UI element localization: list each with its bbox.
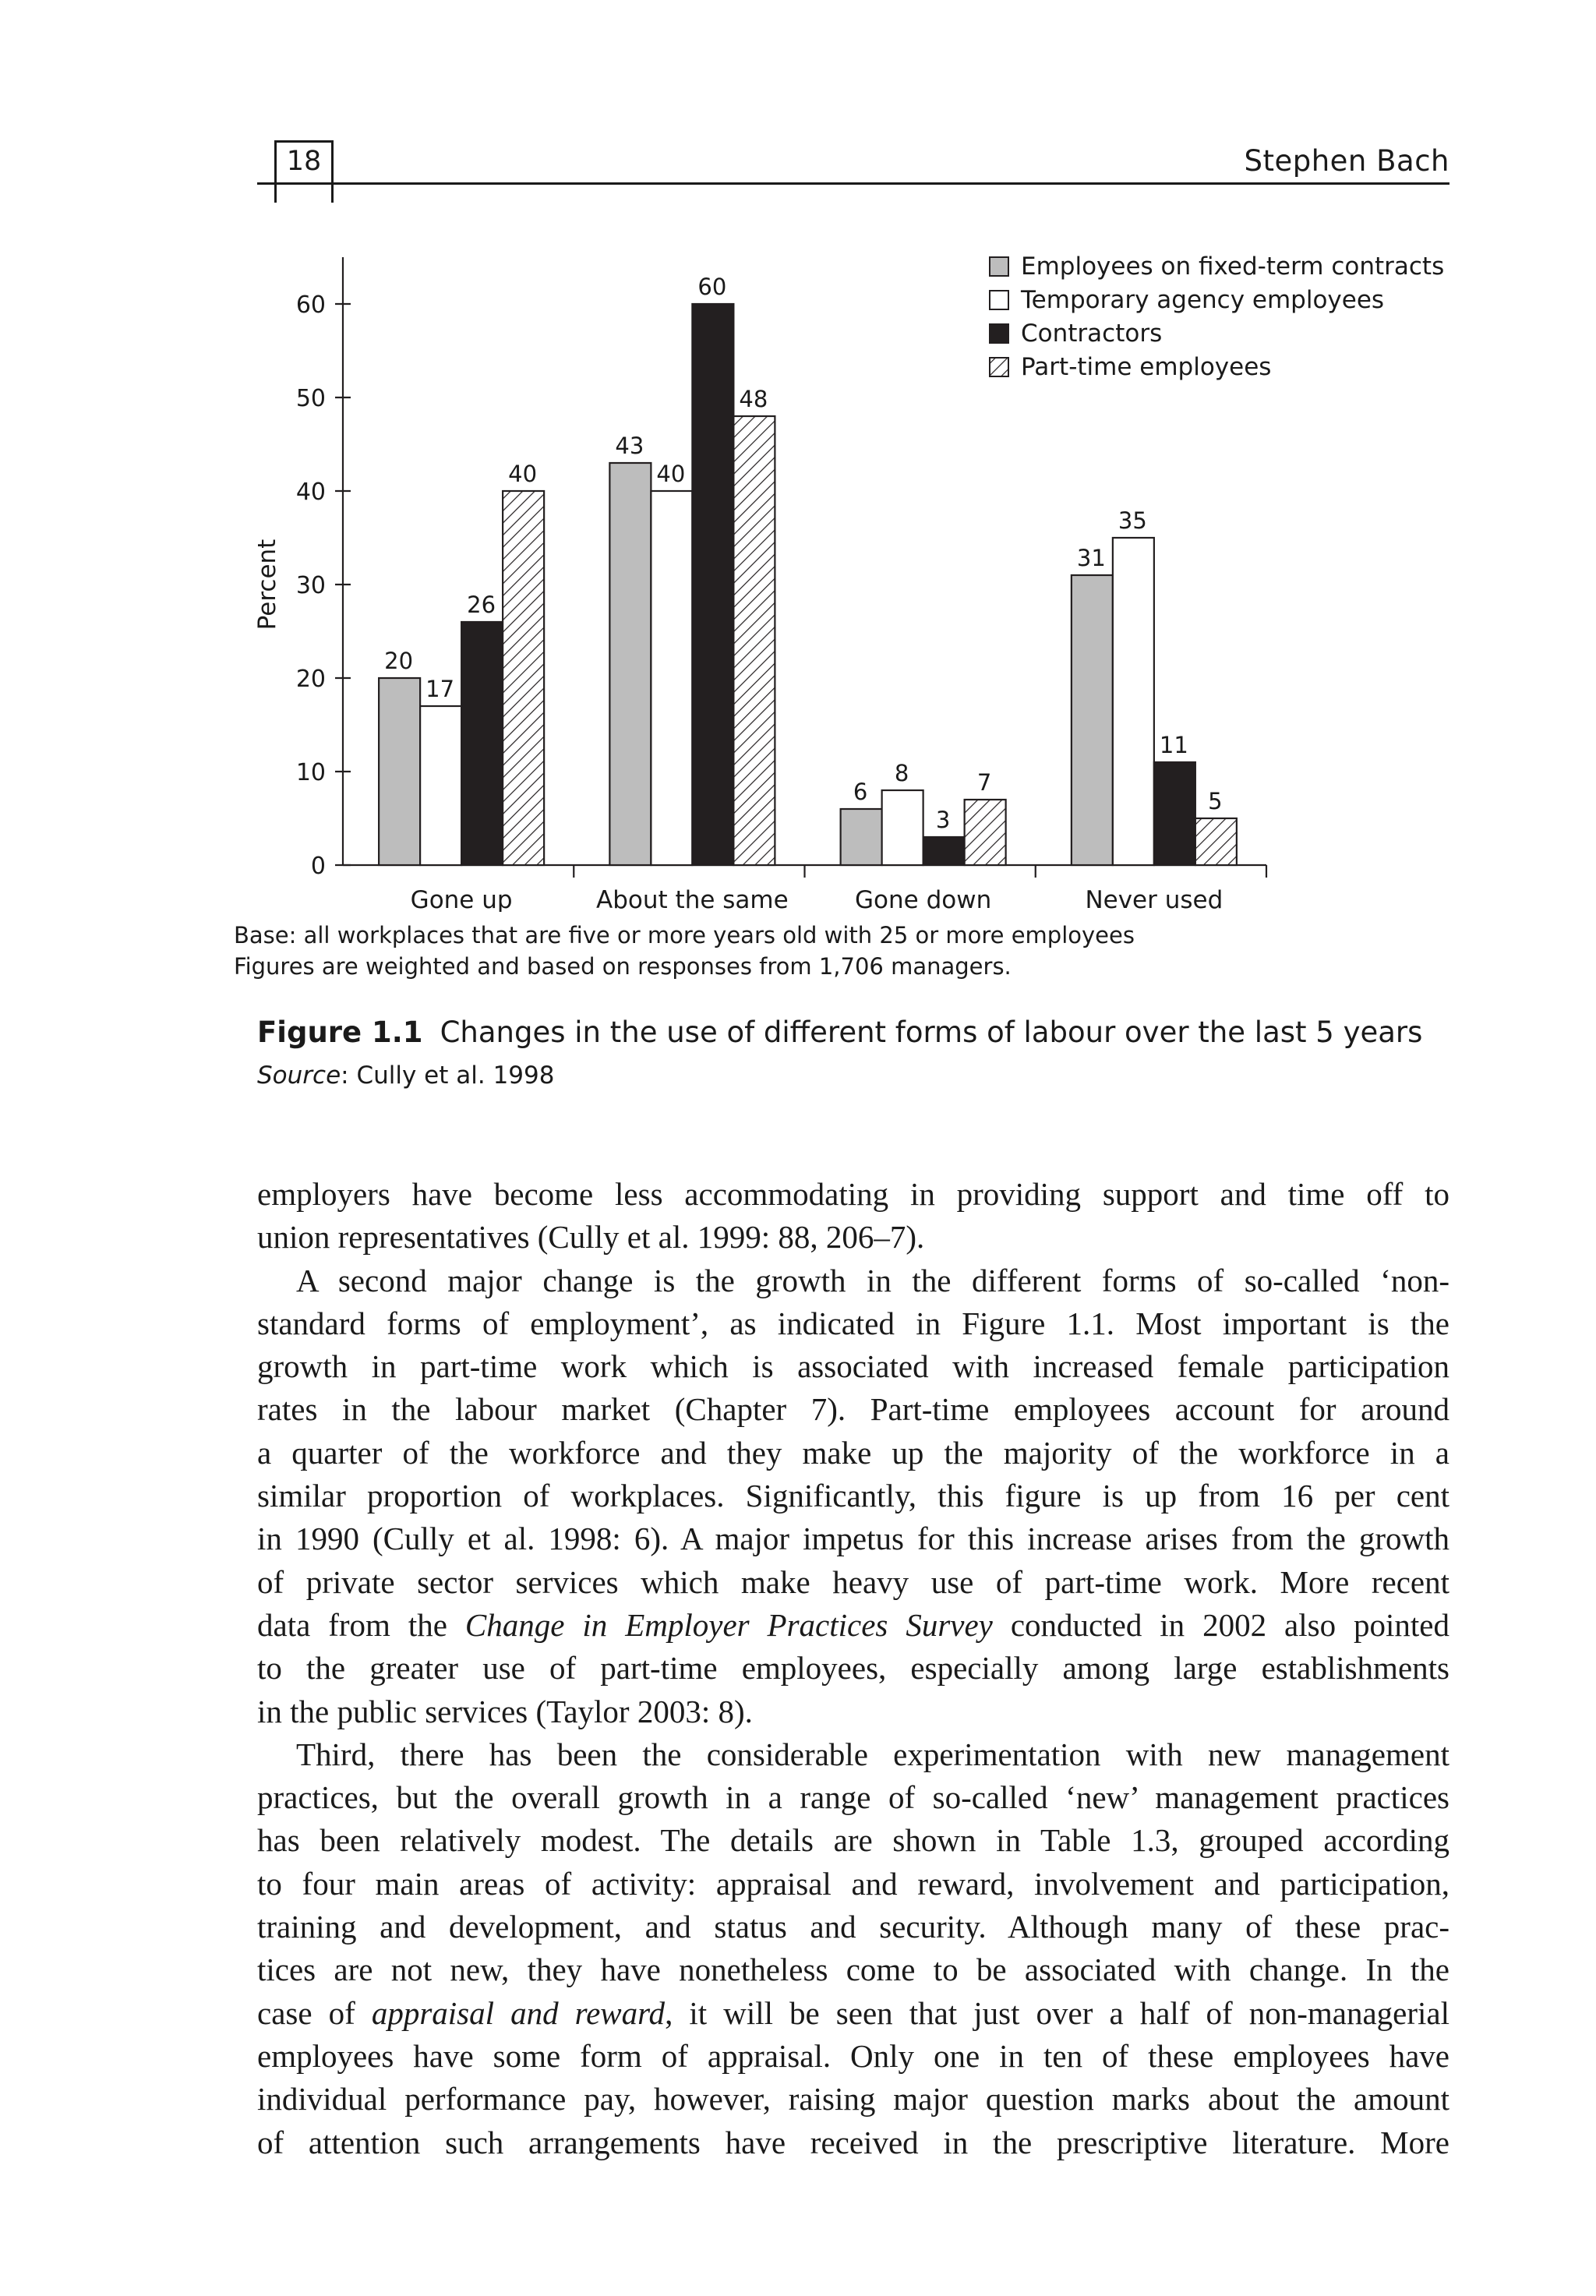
bar-value-label: 11 [1159,732,1188,758]
y-tick-label: 40 [295,479,326,506]
x-category-label: Gone down [855,886,992,912]
bar [461,622,503,865]
figure-source [257,1058,554,1093]
bar [1072,575,1113,865]
header-rule [257,182,1449,185]
text-line: similar proportion of workplaces. Significantly, this figure is up from 16 per cent [257,1478,1449,1514]
legend-entry: Employees on fixed-term contracts [1021,253,1445,281]
text-line: rates in the labour market (Chapter 7). Part-time employees account for around [257,1391,1449,1428]
bar-value-label: 26 [467,592,496,618]
text-line: employees have some form of appraisal. Only one in ten of these employees have [257,2037,1449,2074]
running-head-author: Stephen Bach [1244,144,1449,178]
text-line: has been relatively modest. The details are shown in Table 1.3, grouped according [257,1822,1449,1859]
figure-caption [257,1013,1422,1052]
text-line: of private sector services which make heavy use of part-time work. More recent [257,1563,1449,1600]
bar [923,837,965,865]
figure-source-text: : Cully et al. 1998 [341,1061,555,1090]
legend-swatch [990,257,1008,276]
text-line: of attention such arrangements have received in the prescriptive literature. More [257,2124,1449,2160]
legend-swatch [990,358,1008,376]
bar-value-label: 5 [1208,788,1223,814]
figure-caption-text: Changes in the use of different forms of labour over the last 5 years [440,1016,1423,1049]
y-tick-label: 10 [295,759,326,786]
figure-1-1 [234,234,1465,982]
text-line [257,1604,1449,1647]
text-line: standard forms of employment’, as indicated in Figure 1.1. Most important is the [257,1305,1449,1341]
bar-value-label: 8 [894,760,909,786]
y-tick-label: 0 [310,853,326,880]
chart-legend [990,253,1444,381]
bar-value-label: 40 [656,461,686,487]
legend-swatch [990,291,1008,309]
figure-label: Figure 1.1 [257,1016,423,1049]
text-line: in 1990 (Cully et al. 1998: 6). A major impetus for this increase arises from the growth [257,1521,1449,1557]
y-axis-title: Percent [253,539,281,631]
text-run: conducted in 2002 also pointed [992,1606,1449,1643]
bar [609,463,651,865]
legend-entry: Temporary agency employees [1021,286,1385,314]
text-line: training and development, and status and security. Although many of these prac- [257,1909,1449,1945]
bar [841,809,882,865]
bar-chart [234,234,1465,912]
text-run: case of [257,1994,372,2031]
page-number: 18 [286,146,322,177]
bar [692,304,733,865]
bar [965,800,1006,865]
bar-value-label: 20 [384,648,414,674]
text-line: growth in part-time work which is associated with increased female participation [257,1348,1449,1385]
italic-survey-title: Change in Employer Practices Survey [464,1606,993,1643]
bar-value-label: 43 [615,433,644,459]
figure-source-label: Source [257,1061,341,1090]
bar [379,678,420,865]
bar [651,491,692,865]
figure-note-weighting: Figures are weighted and based on responses from 1,706 managers. [234,953,1012,980]
bar-value-label: 17 [425,676,455,702]
bar [1113,538,1154,865]
text-line: A second major change is the growth in the different forms of so-called ‘non- [296,1262,1449,1298]
text-line: to four main areas of activity: appraisal and reward, involvement and participation, [257,1865,1449,1902]
text-run: , it will be seen that just over a half of non-managerial [665,1994,1450,2031]
bar-value-label: 48 [739,386,768,412]
bar [1154,762,1195,865]
text-line: Third, there has been the considerable experimentation with new management [296,1736,1449,1772]
y-tick-label: 20 [295,666,326,693]
legend-entry: Part-time employees [1021,353,1272,381]
y-tick-label: 60 [295,291,326,319]
figure-note-base: Base: all workplaces that are five or more years old with 25 or more employees [234,922,1135,948]
y-tick-label: 50 [295,385,326,412]
body-text [257,1173,1449,2164]
x-category-label: Gone up [410,886,513,912]
bar [503,491,544,865]
text-line: to the greater use of part-time employees, especially among large establishments [257,1650,1449,1687]
x-category-label: About the same [596,886,789,912]
italic-phrase: appraisal and reward [371,1994,666,2031]
text-line: union representatives (Cully et al. 1999: 88, 206–7). [257,1219,925,1256]
text-line: employers have become less accommodating in providing support and time off to [257,1176,1449,1212]
bar-value-label: 60 [697,274,727,300]
x-category-label: Never used [1085,886,1223,912]
bar-value-label: 7 [976,769,992,796]
bar-value-label: 40 [508,461,538,487]
bar-value-label: 35 [1118,507,1147,534]
text-line: in the public services (Taylor 2003: 8). [257,1693,753,1729]
text-line [257,1992,1449,2035]
legend-entry: Contractors [1021,320,1163,348]
y-tick-label: 30 [295,572,326,599]
running-header [257,132,1449,204]
bar-value-label: 31 [1076,545,1106,571]
bar [420,706,461,865]
text-line: a quarter of the workforce and they make up the majority of the workforce in a [257,1434,1449,1471]
bar [1195,818,1237,865]
text-line: individual performance pay, however, raising major question marks about the amount [257,2081,1449,2118]
text-run: data from the [257,1606,465,1643]
bar [882,790,923,865]
bar-value-label: 3 [935,807,951,833]
bar-value-label: 6 [853,779,868,805]
text-line: tices are not new, they have nonetheless come to be associated with change. In the [257,1952,1449,1988]
text-line: practices, but the overall growth in a range of so-called ‘new’ management practices [257,1779,1449,1816]
legend-swatch [990,324,1008,343]
bar [733,416,775,865]
